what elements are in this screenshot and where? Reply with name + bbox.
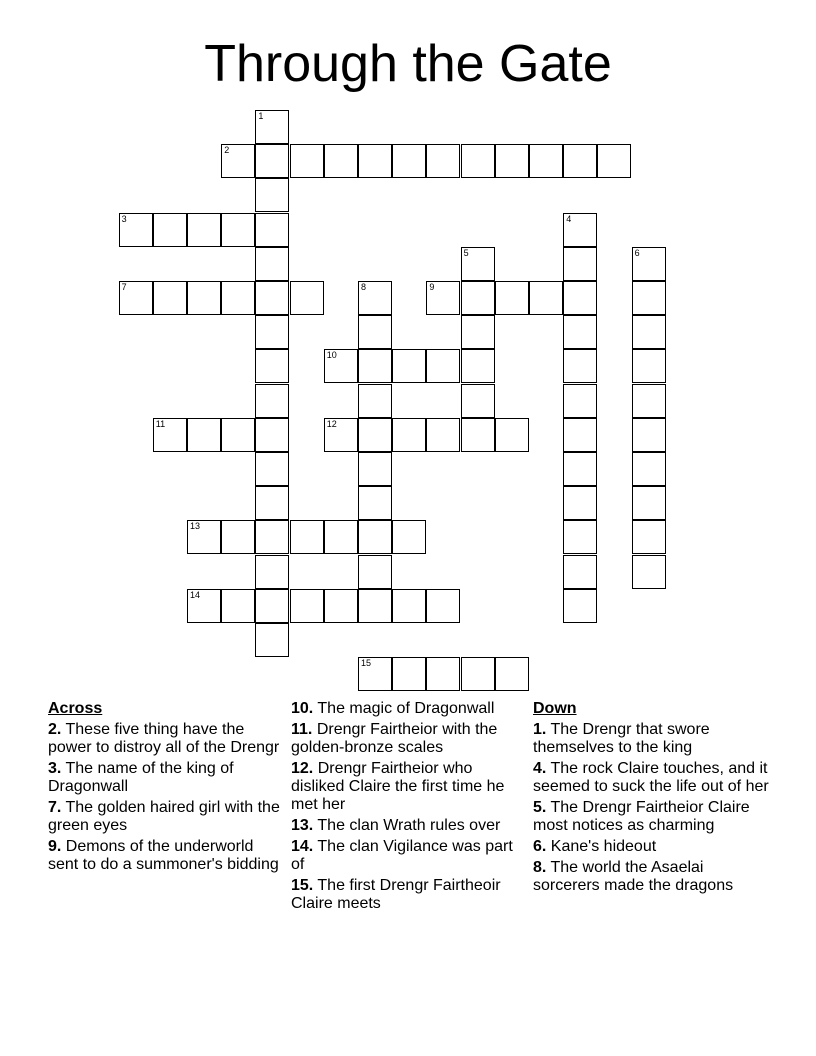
grid-cell[interactable] <box>632 349 666 383</box>
clue-item-number: 2. <box>48 721 62 738</box>
clue-item-number: 8. <box>533 859 547 876</box>
clue-item-text: The clan Vigilance was part of <box>291 838 513 873</box>
grid-cell[interactable] <box>358 349 392 383</box>
grid-cell[interactable] <box>461 384 495 418</box>
grid-cell[interactable] <box>255 213 289 247</box>
grid-cell[interactable] <box>358 281 392 315</box>
clue-item <box>48 838 284 874</box>
grid-cell[interactable] <box>461 281 495 315</box>
grid-cell[interactable] <box>495 281 529 315</box>
clue-item <box>291 838 519 874</box>
clue-number: 14 <box>190 589 201 600</box>
grid-cell[interactable] <box>255 144 289 178</box>
grid-cell[interactable] <box>563 384 597 418</box>
grid-cell[interactable] <box>563 589 597 623</box>
grid-cell[interactable] <box>255 623 289 657</box>
grid-cell[interactable] <box>563 486 597 520</box>
grid-cell[interactable] <box>221 213 255 247</box>
clue-item-text: The clan Wrath rules over <box>317 817 501 834</box>
clue-item <box>48 799 284 835</box>
across-clue-list <box>48 721 284 874</box>
clue-item-number: 3. <box>48 760 62 777</box>
grid-cell[interactable] <box>187 589 221 623</box>
grid-cell[interactable] <box>255 247 289 281</box>
clue-number: 9 <box>429 282 435 292</box>
clue-item-number: 1. <box>533 721 547 738</box>
clue-item-text: The world the Asaelai sorcerers made the dragons <box>533 859 734 894</box>
grid-cell[interactable] <box>461 349 495 383</box>
grid-cell[interactable] <box>324 418 358 452</box>
grid-cell[interactable] <box>563 555 597 589</box>
clue-item <box>291 817 519 835</box>
down-clue-list <box>533 721 769 895</box>
grid-cell[interactable] <box>255 418 289 452</box>
grid-cell[interactable] <box>153 213 187 247</box>
grid-cell[interactable] <box>461 315 495 349</box>
grid-cell[interactable] <box>426 589 460 623</box>
grid-cell[interactable] <box>392 657 426 691</box>
clue-item-number: 14. <box>291 838 314 855</box>
grid-cell[interactable] <box>495 657 529 691</box>
grid-cell[interactable] <box>632 315 666 349</box>
grid-cell[interactable] <box>632 281 666 315</box>
grid-cell[interactable] <box>563 349 597 383</box>
grid-cell[interactable] <box>324 589 358 623</box>
grid-cell[interactable] <box>221 281 255 315</box>
grid-cell[interactable] <box>461 657 495 691</box>
clue-item-number: 6. <box>533 838 547 855</box>
grid-cell[interactable] <box>426 281 460 315</box>
clue-number: 1 <box>258 111 264 121</box>
grid-cell[interactable] <box>392 349 426 383</box>
grid-cell[interactable] <box>255 315 289 349</box>
clue-item <box>291 877 519 913</box>
grid-cell[interactable] <box>290 520 324 554</box>
grid-cell[interactable] <box>324 144 358 178</box>
grid-cell[interactable] <box>358 657 392 691</box>
clue-number: 6 <box>634 247 640 258</box>
clue-item <box>533 760 769 796</box>
grid-cell[interactable] <box>358 452 392 486</box>
clue-number: 8 <box>361 282 367 292</box>
clue-item-text: The magic of Dragonwall <box>317 700 495 717</box>
grid-cell[interactable] <box>597 144 631 178</box>
grid-cell[interactable] <box>324 349 358 383</box>
across-clues-continued-column <box>291 700 519 916</box>
grid-cell[interactable] <box>119 213 153 247</box>
grid-cell[interactable] <box>426 657 460 691</box>
clue-item-text: The name of the king of Dragonwall <box>48 760 234 795</box>
clue-item-text: The rock Claire touches, and it seemed to suck the life out of her <box>533 760 769 795</box>
grid-cell[interactable] <box>426 349 460 383</box>
grid-cell[interactable] <box>392 418 426 452</box>
clue-item <box>533 838 769 856</box>
grid-cell[interactable] <box>119 281 153 315</box>
grid-cell[interactable] <box>495 418 529 452</box>
grid-cell[interactable] <box>255 110 289 144</box>
grid-cell[interactable] <box>563 315 597 349</box>
clue-item-text: Drengr Fairtheior with the golden-bronze scales <box>291 721 498 756</box>
clue-number: 13 <box>190 521 201 532</box>
grid-cell[interactable] <box>392 144 426 178</box>
across-heading: Across <box>48 700 103 717</box>
grid-cell[interactable] <box>563 520 597 554</box>
grid-cell[interactable] <box>358 486 392 520</box>
grid-cell[interactable] <box>461 418 495 452</box>
clue-number: 3 <box>121 213 127 224</box>
clue-item-number: 11. <box>291 721 313 738</box>
clue-number: 11 <box>155 418 166 429</box>
clue-item <box>533 799 769 835</box>
grid-cell[interactable] <box>255 281 289 315</box>
clue-item-text: Demons of the underworld sent to do a summoner's bidding <box>48 838 279 873</box>
grid-cell[interactable] <box>392 589 426 623</box>
down-clues-column <box>533 700 769 898</box>
clue-item-number: 7. <box>48 799 62 816</box>
grid-cell[interactable] <box>255 486 289 520</box>
clue-item-text: The Drengr Fairtheior Claire most notices as charming <box>533 799 750 834</box>
clue-item-text: Drengr Fairtheior who disliked Claire the first time he met her <box>291 760 505 813</box>
grid-cell[interactable] <box>461 144 495 178</box>
grid-cell[interactable] <box>153 418 187 452</box>
grid-cell[interactable] <box>358 315 392 349</box>
clue-number: 12 <box>326 418 337 429</box>
grid-cell[interactable] <box>324 520 358 554</box>
grid-cell[interactable] <box>221 144 255 178</box>
grid-cell[interactable] <box>563 144 597 178</box>
grid-cell[interactable] <box>290 589 324 623</box>
clue-number: 10 <box>326 350 337 361</box>
grid-cell[interactable] <box>358 144 392 178</box>
grid-cell[interactable] <box>255 178 289 212</box>
grid-cell[interactable] <box>255 452 289 486</box>
grid-cell[interactable] <box>255 589 289 623</box>
grid-cell[interactable] <box>632 384 666 418</box>
grid-cell[interactable] <box>426 144 460 178</box>
grid-cell[interactable] <box>529 144 563 178</box>
clue-item-text: The golden haired girl with the green eyes <box>48 799 280 834</box>
grid-cell[interactable] <box>290 281 324 315</box>
grid-cell[interactable] <box>358 418 392 452</box>
grid-cell[interactable] <box>632 247 666 281</box>
clue-number: 2 <box>224 145 230 156</box>
grid-cell[interactable] <box>358 589 392 623</box>
grid-cell[interactable] <box>632 486 666 520</box>
clue-item <box>48 760 284 796</box>
clue-item-text: Kane's hideout <box>550 838 657 855</box>
clue-item-number: 12. <box>291 760 314 777</box>
grid-cell[interactable] <box>255 384 289 418</box>
clue-item <box>291 760 519 814</box>
grid-cell[interactable] <box>358 555 392 589</box>
clue-item-number: 4. <box>533 760 547 777</box>
grid-cell[interactable] <box>187 213 221 247</box>
grid-cell[interactable] <box>221 589 255 623</box>
clue-item <box>48 721 284 757</box>
grid-cell[interactable] <box>563 452 597 486</box>
clue-item-text: The Drengr that swore themselves to the king <box>533 721 710 756</box>
grid-cell[interactable] <box>461 247 495 281</box>
grid-cell[interactable] <box>187 418 221 452</box>
grid-cell[interactable] <box>426 418 460 452</box>
grid-cell[interactable] <box>563 213 597 247</box>
grid-cell[interactable] <box>632 555 666 589</box>
clue-number: 7 <box>121 282 127 292</box>
grid-cell[interactable] <box>221 520 255 554</box>
grid-cell[interactable] <box>632 520 666 554</box>
puzzle-title: Through the Gate <box>204 35 612 93</box>
grid-cell[interactable] <box>563 281 597 315</box>
grid-cell[interactable] <box>187 281 221 315</box>
clue-item <box>533 859 769 895</box>
clue-item-number: 15. <box>291 877 314 894</box>
grid-cell[interactable] <box>255 520 289 554</box>
across-clues-column <box>48 700 284 877</box>
clue-item <box>533 721 769 757</box>
grid-cell[interactable] <box>358 520 392 554</box>
clue-item-number: 10. <box>291 700 314 717</box>
down-heading: Down <box>533 700 577 717</box>
clue-item-text: These five thing have the power to distroy all of the Drengr <box>48 721 280 756</box>
clue-number: 5 <box>463 247 469 258</box>
clue-number: 4 <box>566 213 572 224</box>
clue-number: 15 <box>361 658 372 669</box>
across-clue-list-continued <box>291 700 519 913</box>
clue-item-number: 5. <box>533 799 547 816</box>
grid-cell[interactable] <box>563 247 597 281</box>
clue-item-text: The first Drengr Fairtheoir Claire meets <box>291 877 501 912</box>
clue-item-number: 9. <box>48 838 62 855</box>
grid-cell[interactable] <box>563 418 597 452</box>
grid-cell[interactable] <box>221 418 255 452</box>
grid-cell[interactable] <box>290 144 324 178</box>
grid-cell[interactable] <box>632 418 666 452</box>
grid-cell[interactable] <box>153 281 187 315</box>
clue-item <box>291 721 519 757</box>
grid-cell[interactable] <box>529 281 563 315</box>
grid-cell[interactable] <box>632 452 666 486</box>
grid-cell[interactable] <box>187 520 221 554</box>
clue-item <box>291 700 519 718</box>
grid-cell[interactable] <box>255 349 289 383</box>
grid-cell[interactable] <box>358 384 392 418</box>
clue-item-number: 13. <box>291 817 314 834</box>
grid-cell[interactable] <box>255 555 289 589</box>
grid-cell[interactable] <box>495 144 529 178</box>
grid-cell[interactable] <box>392 520 426 554</box>
